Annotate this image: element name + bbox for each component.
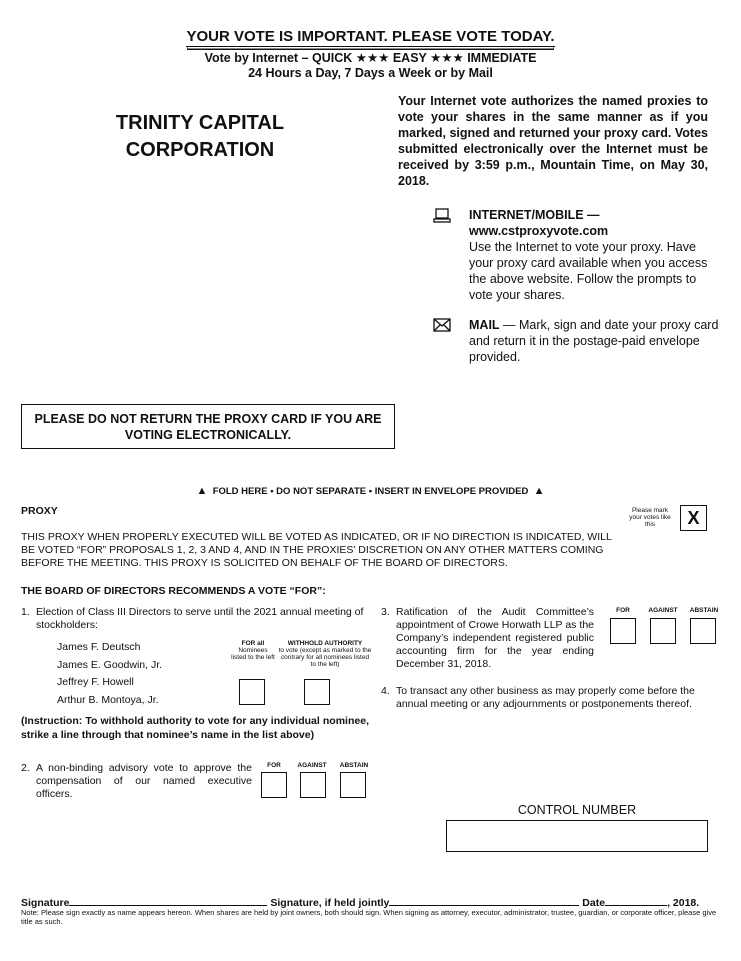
proposal-3-for-checkbox[interactable] xyxy=(610,618,636,644)
nominee: James F. Deutsch xyxy=(57,641,141,653)
proposal-2-for-checkbox[interactable] xyxy=(261,772,287,798)
nominee-list xyxy=(57,639,162,709)
internet-instructions: Use the Internet to vote your proxy. Have your proxy card available when you access the above website. Follow the prompts to vote your shares. xyxy=(469,240,708,302)
proposal-3-text: Ratification of the Audit Committee’s appointment of Crowe Horwath LLP as the Company’s independent registered public accounting firm for the year ending December 31, 2018. xyxy=(396,606,594,670)
proposal-1-number: 1. xyxy=(21,606,30,618)
electronic-voting-warning: PLEASE DO NOT RETURN THE PROXY CARD IF YOU ARE VOTING ELECTRONICALLY. xyxy=(21,404,395,449)
mail-instructions: — Mark, sign and date your proxy card and return it in the postage-paid envelope provided. xyxy=(469,318,719,364)
withhold-header: WITHHOLD AUTHORITY to vote (except as marked to the contrary for all nominees listed to the left) xyxy=(278,640,372,668)
proposal-1-withhold-checkbox[interactable] xyxy=(304,679,330,705)
proposal-3-abstain-label: ABSTAIN xyxy=(689,607,719,614)
mail-heading: MAIL xyxy=(469,318,500,332)
date-label: Date xyxy=(582,897,606,909)
header-line-1: Vote by Internet – QUICK ★★★ EASY ★★★ IMMEDIATE xyxy=(204,51,537,65)
control-number-label: CONTROL NUMBER xyxy=(517,803,637,817)
board-recommendation: THE BOARD OF DIRECTORS RECOMMENDS A VOTE “FOR”: xyxy=(21,585,326,597)
proposal-2-text: A non-binding advisory vote to approve the compensation of our named executive officers. xyxy=(36,762,252,800)
proposal-4-number: 4. xyxy=(381,685,390,697)
page-title: YOUR VOTE IS IMPORTANT. PLEASE VOTE TODAY. xyxy=(186,28,555,45)
proxy-label: PROXY xyxy=(21,505,58,517)
company-name-line-2: CORPORATION xyxy=(125,139,275,161)
nominee: James E. Goodwin, Jr. xyxy=(57,658,163,671)
computer-icon xyxy=(433,207,451,225)
proxy-statement: THIS PROXY WHEN PROPERLY EXECUTED WILL BE VOTED AS INDICATED, OR IF NO DIRECTION IS INDICATED, WILL BE VOTED “FOR” PROPOSALS 1, 2, 3 AND 4, AND IN THE PROXIES’ DISCRETION ON ANY OTHER MATTERS COMING BEFORE THE MEETING. THIS PROXY IS SOLICITED ON BEHALF OF THE BOARD OF DIRECTORS. xyxy=(21,531,612,569)
signature-note: Note: Please sign exactly as name appears hereon. When shares are held by joint owners, both should sign. When signing as attorney, executor, administrator, trustee, guardian, or corporate officer, please give title as such. xyxy=(21,908,717,926)
withhold-instruction: (Instruction: To withhold authority to vote for any individual nominee, strike a line through that nominee’s name in the list above) xyxy=(21,715,369,741)
proposal-2-for-label: FOR xyxy=(267,762,281,769)
mark-example: X xyxy=(680,505,707,531)
internet-method xyxy=(469,207,719,303)
signature-field[interactable] xyxy=(69,894,267,906)
joint-signature-label: Signature, if held jointly xyxy=(270,897,390,909)
internet-url[interactable]: www.cstproxyvote.com xyxy=(469,224,609,238)
fold-line: ▲ FOLD HERE • DO NOT SEPARATE • INSERT IN ENVELOPE PROVIDED ▲ xyxy=(196,485,545,497)
authorization-text: Your Internet vote authorizes the named proxies to vote your shares in the same manner as if you marked, signed and returned your proxy card. Votes submitted electronically over the Internet must be received by 3:59 p.m., Mountain Time, on May 30, 2018. xyxy=(398,94,708,188)
proposal-2-abstain-label: ABSTAIN xyxy=(339,762,369,769)
header-line-2: 24 Hours a Day, 7 Days a Week or by Mail xyxy=(248,66,493,80)
proposal-2-against-label: AGAINST xyxy=(297,762,327,769)
nominee: Jeffrey F. Howell xyxy=(57,676,134,688)
proposal-1-for-all-checkbox[interactable] xyxy=(239,679,265,705)
date-field[interactable] xyxy=(605,894,667,906)
control-number-field[interactable] xyxy=(446,820,708,852)
joint-signature-field[interactable] xyxy=(389,894,579,906)
proposal-4-text: To transact any other business as may properly come before the annual meeting or any adjournments or postponements thereof. xyxy=(396,685,695,710)
mark-hint: Please mark your votes like this xyxy=(629,507,671,528)
proposal-3-for-label: FOR xyxy=(616,607,630,614)
proposal-3-abstain-checkbox[interactable] xyxy=(690,618,716,644)
signature-label: Signature xyxy=(21,897,70,909)
proposal-2-number: 2. xyxy=(21,762,30,774)
proposal-2-against-checkbox[interactable] xyxy=(300,772,326,798)
mail-method xyxy=(469,317,719,365)
envelope-icon xyxy=(433,318,451,332)
nominee: Arthur B. Montoya, Jr. xyxy=(57,693,159,706)
proposal-3-against-label: AGAINST xyxy=(648,607,678,614)
company-name-line-1: TRINITY CAPITAL xyxy=(115,112,285,134)
proposal-3-number: 3. xyxy=(381,606,390,618)
proposal-2-abstain-checkbox[interactable] xyxy=(340,772,366,798)
internet-heading: INTERNET/MOBILE — xyxy=(469,208,600,222)
signature-row xyxy=(21,894,721,909)
proposal-1-text: Election of Class III Directors to serve until the 2021 annual meeting of stockholders: xyxy=(36,606,364,631)
date-year: , 2018. xyxy=(667,897,700,909)
proposal-3-against-checkbox[interactable] xyxy=(650,618,676,644)
for-all-header: FOR all Nominees listed to the left xyxy=(231,640,275,661)
